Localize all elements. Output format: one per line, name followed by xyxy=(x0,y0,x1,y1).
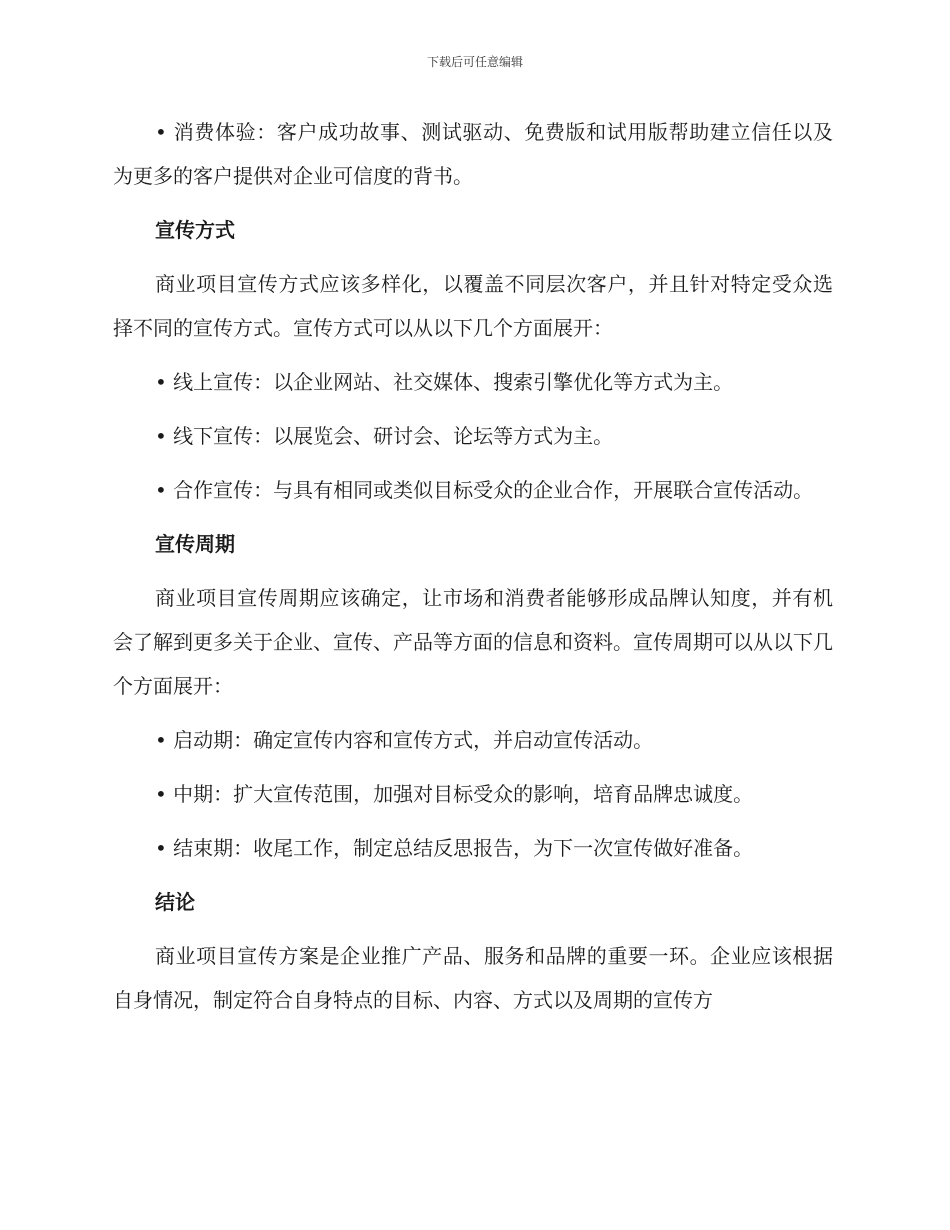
paragraph-conclusion: 商业项目宣传方案是企业推广产品、服务和品牌的重要一环。企业应该根据自身情况，制定符合自身特点的目标、内容、方式以及周期的宣传方 xyxy=(113,944,833,1012)
bullet-online-promotion: • 线上宣传：以企业网站、社交媒体、搜索引擎优化等方式为主。 xyxy=(155,370,734,394)
document-body xyxy=(113,110,833,1032)
heading-promotion-methods: 宣传方式 xyxy=(155,218,235,242)
paragraph-consumer-experience: • 消费体验：客户成功故事、测试驱动、免费版和试用版帮助建立信任以及为更多的客户提供对企业可信度的背书。 xyxy=(113,120,833,188)
heading-promotion-cycle: 宣传周期 xyxy=(155,532,235,556)
bullet-cooperative-promotion: • 合作宣传：与具有相同或类似目标受众的企业合作，开展联合宣传活动。 xyxy=(155,478,814,502)
bullet-middle-phase: • 中期：扩大宣传范围，加强对目标受众的影响，培育品牌忠诚度。 xyxy=(155,782,754,806)
bullet-launch-phase: • 启动期：确定宣传内容和宣传方式，并启动宣传活动。 xyxy=(155,728,654,752)
paragraph-cycle-intro: 商业项目宣传周期应该确定，让市场和消费者能够形成品牌认知度，并有机会了解到更多关于企业、宣传、产品等方面的信息和资料。宣传周期可以从以下几个方面展开： xyxy=(113,586,833,698)
bullet-end-phase: • 结束期：收尾工作，制定总结反思报告，为下一次宣传做好准备。 xyxy=(155,836,754,860)
heading-conclusion: 结论 xyxy=(155,890,195,914)
bullet-offline-promotion: • 线下宣传：以展览会、研讨会、论坛等方式为主。 xyxy=(155,424,614,448)
page-header-note: 下载后可任意编辑 xyxy=(426,55,523,69)
paragraph-methods-intro: 商业项目宣传方式应该多样化，以覆盖不同层次客户，并且针对特定受众选择不同的宣传方式。宣传方式可以从以下几个方面展开： xyxy=(113,272,833,340)
